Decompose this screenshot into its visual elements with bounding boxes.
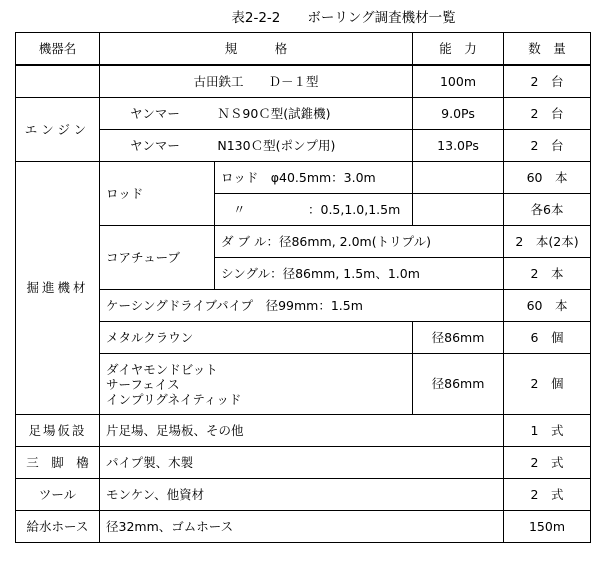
table-row [16, 447, 591, 479]
tripod-spec: パイプ製、木製 [100, 447, 504, 479]
hose-quantity: 150m [504, 511, 591, 543]
table-row [16, 130, 591, 162]
tripod-quantity: 2 式 [504, 447, 591, 479]
bit-capacity: 径86mm [413, 354, 504, 415]
header-capacity: 能 力 [413, 33, 504, 66]
tools-name: ツール [16, 479, 100, 511]
rod-capacity-2 [413, 194, 504, 226]
engine-spec-2: ヤンマー N130Ｃ型(ポンプ用) [100, 130, 413, 162]
rod-spec-1: ロッド φ40.5mm：3.0m [215, 162, 413, 194]
table-title: 表2-2-2 ボーリング調査機材一覧 [231, 10, 456, 26]
drill-name-cell [16, 65, 100, 98]
table-row [16, 65, 591, 98]
rod-spec-2: 〃 ：0.5,1.0,1.5m [215, 194, 413, 226]
core-quantity-1: 2 本(2本) [504, 226, 591, 258]
rod-quantity-1: 60 本 [504, 162, 591, 194]
scaffold-spec: 片足場、足場板、その他 [100, 415, 504, 447]
tripod-name: 三 脚 櫓 [16, 447, 100, 479]
hose-name: 給水ホース [16, 511, 100, 543]
table-row [16, 415, 591, 447]
crown-quantity: 6 個 [504, 322, 591, 354]
core-quantity-2: 2 本 [504, 258, 591, 290]
table-row [16, 98, 591, 130]
bit-spec-line-3: インプリグネイティッド [106, 391, 242, 407]
casing-spec: ケーシングドライブパイプ 径99mm：1.5m [100, 290, 504, 322]
header-spec: 規 格 [100, 33, 413, 66]
bit-spec-line-1: ダイヤモンドビット [106, 361, 218, 377]
table-row [16, 511, 591, 543]
table-row [16, 479, 591, 511]
header-quantity: 数 量 [504, 33, 591, 66]
header-equipment: 機器名 [16, 33, 100, 66]
crown-spec: メタルクラウン [100, 322, 413, 354]
engine-capacity-2: 13.0Ps [413, 130, 504, 162]
header-row [16, 33, 591, 66]
bit-spec [100, 354, 413, 415]
bit-quantity: 2 個 [504, 354, 591, 415]
rod-capacity-1 [413, 162, 504, 194]
bit-spec-line-2: サーフェイス [106, 376, 180, 392]
core-label: コアチューブ [100, 226, 215, 290]
crown-capacity: 径86mm [413, 322, 504, 354]
table-row [16, 162, 591, 194]
scaffold-name: 足場仮設 [16, 415, 100, 447]
tools-spec: モンケン、他資材 [100, 479, 504, 511]
table-row [16, 354, 591, 415]
drill-spec: 古田鉄工 Ｄ－１型 [100, 65, 413, 98]
core-spec-1: ダ ブ ル：径86mm, 2.0m(トリプル) [215, 226, 504, 258]
drill-quantity: 2 台 [504, 65, 591, 98]
engine-spec-1: ヤンマー ＮＳ90Ｃ型(試錐機) [100, 98, 413, 130]
hose-spec: 径32mm、ゴムホース [100, 511, 504, 543]
table-row [16, 322, 591, 354]
table-row [16, 290, 591, 322]
core-spec-2: シングル：径86mm, 1.5m、1.0m [215, 258, 504, 290]
engine-quantity-2: 2 台 [504, 130, 591, 162]
rod-quantity-2: 各6本 [504, 194, 591, 226]
scaffold-quantity: 1 式 [504, 415, 591, 447]
casing-quantity: 60 本 [504, 290, 591, 322]
equipment-table [15, 32, 591, 543]
drill-capacity: 100m [413, 65, 504, 98]
engine-name: エンジン [16, 98, 100, 162]
table-row [16, 226, 591, 258]
tools-quantity: 2 式 [504, 479, 591, 511]
engine-capacity-1: 9.0Ps [413, 98, 504, 130]
excavation-name: 掘進機材 [16, 162, 100, 415]
engine-quantity-1: 2 台 [504, 98, 591, 130]
rod-label: ロッド [100, 162, 215, 226]
